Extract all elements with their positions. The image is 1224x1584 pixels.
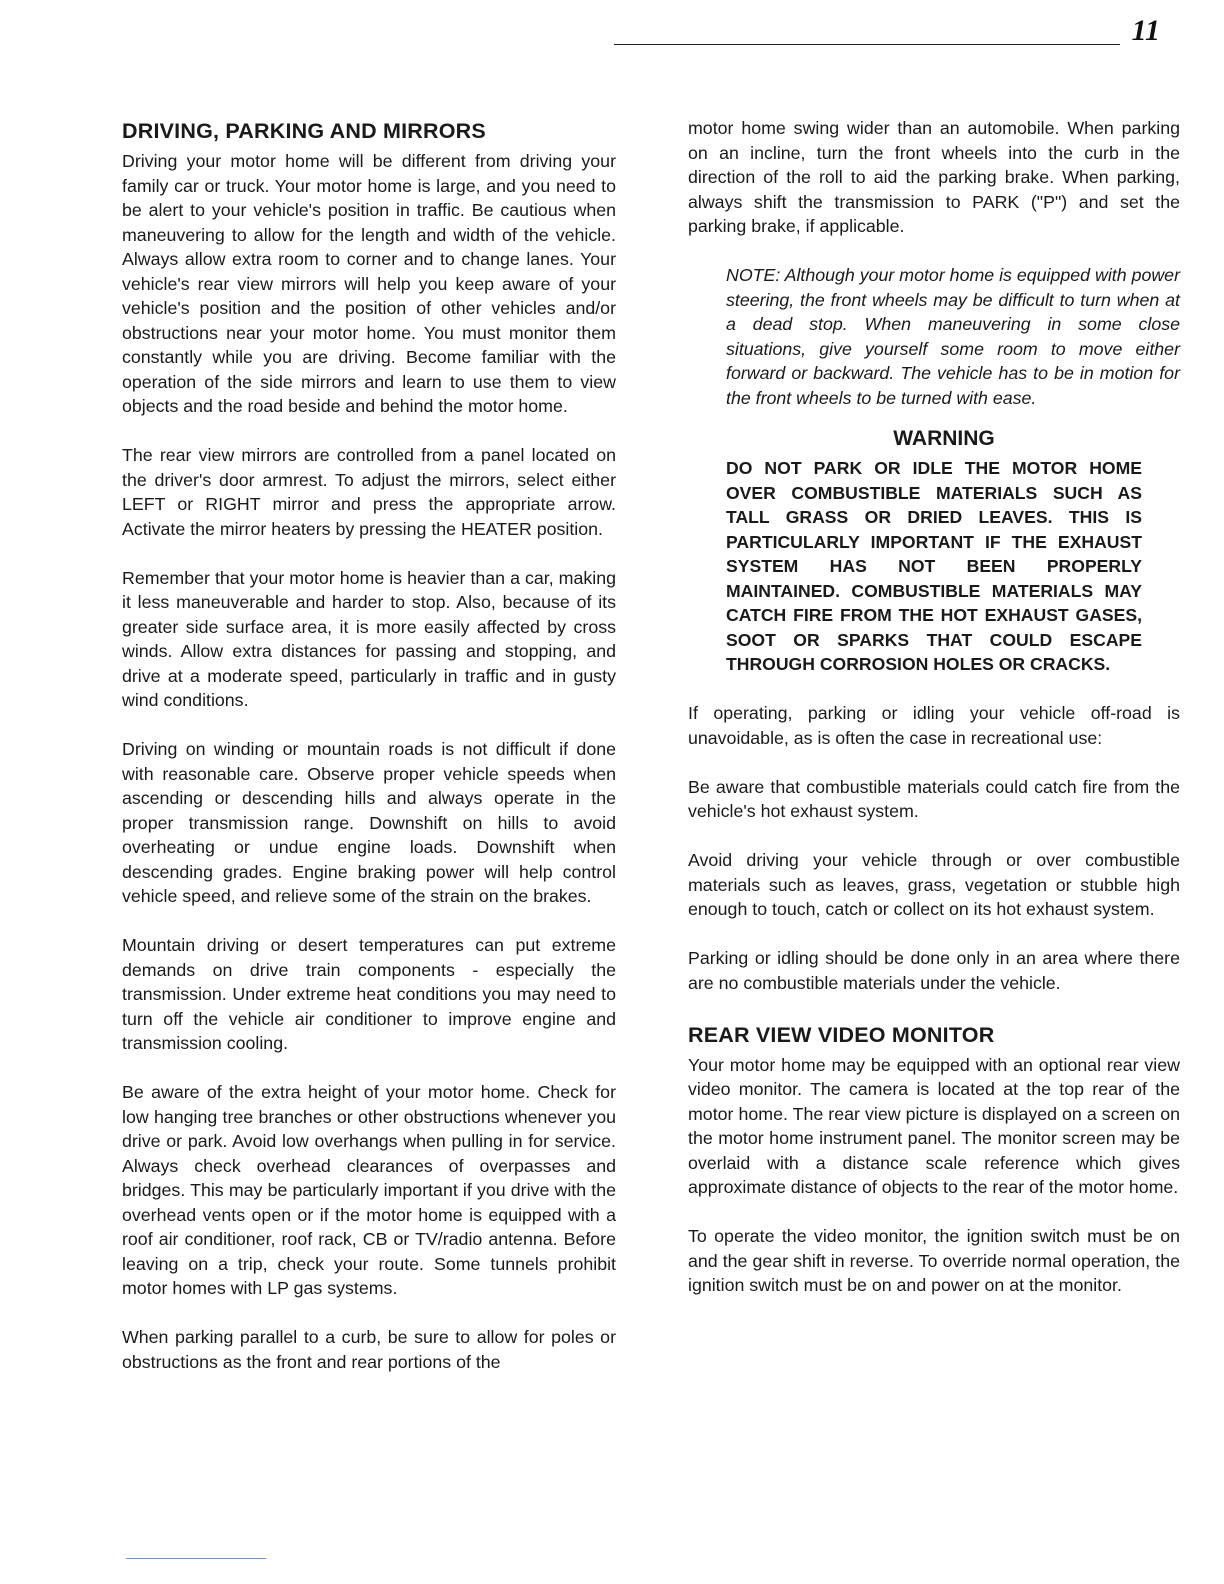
paragraph: Driving on winding or mountain roads is not difficult if done with reasonable care. Observe proper vehicle speeds when ascending or descending hills and always operate in the proper transmission range. Downshift on hills to avoid overheating or undue engine loads. Downshift when descending grades. Engine braking power will help control vehicle speed, and relieve some of the strain on the brakes. xyxy=(122,739,616,906)
paragraph: The rear view mirrors are controlled from a panel located on the driver's door armrest. To adjust the mirrors, select either LEFT or RIGHT mirror and press the appropriate arrow. Activate the mirror heaters by pressing the HEATER position. xyxy=(122,445,616,539)
paragraph: Be aware that combustible materials could catch fire from the vehicle's hot exhaust system. xyxy=(688,776,1180,821)
page-number: 11 xyxy=(1131,14,1160,47)
paragraph: If operating, parking or idling your vehicle off-road is unavoidable, as is often the case in recreational use: xyxy=(688,703,1180,748)
paragraph: Be aware of the extra height of your motor home. Check for low hanging tree branches or other obstructions whenever you drive or park. Avoid low overhangs when pulling in for service. Always check overhead clearances of overpasses and bridges. This may be particularly important if you drive with the overhead vents open or if the motor home is equipped with a roof air conditioner, roof rack, CB or TV/radio antenna. Before leaving on a trip, check your route. Some tunnels prohibit motor homes with LP gas systems. xyxy=(122,1082,616,1298)
paragraph: Mountain driving or desert temperatures can put extreme demands on drive train components - especially the transmission. Under extreme heat conditions you may need to turn off the vehicle air conditioner to improve engine and transmission cooling. xyxy=(122,935,616,1053)
warning-title: WARNING xyxy=(893,427,995,450)
note-text: NOTE: Although your motor home is equipped with power steering, the front wheels may be difficult to turn when at a dead stop. When maneuvering in some close situations, give yourself some room to move either forward or backward. The vehicle has to be in motion for the front wheels to be turned with ease. xyxy=(726,265,1180,408)
right-column xyxy=(688,116,1180,1322)
paragraph: Parking or idling should be done only in an area where there are no combustible materials under the vehicle. xyxy=(688,948,1180,993)
paragraph: When parking parallel to a curb, be sure to allow for poles or obstructions as the front and rear portions of the xyxy=(122,1327,616,1372)
paragraph: To operate the video monitor, the ignition switch must be on and the gear shift in reverse. To override normal operation, the ignition switch must be on and power on at the monitor. xyxy=(688,1226,1180,1295)
footer-rule xyxy=(126,1558,266,1559)
warning-text: DO NOT PARK OR IDLE THE MOTOR HOME OVER COMBUSTIBLE MATERIALS SUCH AS TALL GRASS OR DRIED LEAVES. THIS IS PARTICULARLY IMPORTANT IF THE EXHAUST SYSTEM HAS NOT BEEN PROPERLY MAINTAINED. COMBUSTIBLE MATERIALS MAY CATCH FIRE FROM THE HOT EXHAUST GASES, SOOT OR SPARKS THAT COULD ESCAPE THROUGH CORROSION HOLES OR CRACKS. xyxy=(726,458,1142,674)
section-heading-rear-view: REAR VIEW VIDEO MONITOR xyxy=(688,1022,995,1047)
paragraph-continuation: motor home swing wider than an automobile. When parking on an incline, turn the front wheels into the curb in the direction of the roll to aid the parking brake. When parking, always shift the transmission to PARK ("P") and set the parking brake, if applicable. xyxy=(688,118,1180,236)
paragraph: Driving your motor home will be different from driving your family car or truck. Your motor home is large, and you need to be alert to your vehicle's position in traffic. Be cautious when maneuvering to allow for the length and width of the vehicle. Always allow extra room to corner and to change lanes. Your vehicle's rear view mirrors will help you keep aware of your vehicle's position and the position of other vehicles and/or obstructions near your motor home. You must monitor them constantly while you are driving. Become familiar with the operation of the side mirrors and learn to use them to view objects and the road beside and behind the motor home. xyxy=(122,151,616,416)
paragraph: Remember that your motor home is heavier than a car, making it less maneuverable and harder to stop. Also, because of its greater side surface area, it is more easily affected by cross winds. Allow extra distances for passing and stopping, and drive at a moderate speed, particularly in traffic and in gusty wind conditions. xyxy=(122,567,616,710)
left-column xyxy=(122,116,616,1399)
paragraph: Your motor home may be equipped with an optional rear view video monitor. The camera is located at the top rear of the motor home. The rear view picture is displayed on a screen on the motor home instrument panel. The monitor screen may be overlaid with a distance scale reference which gives approximate distance of objects to the rear of the motor home. xyxy=(688,1054,1180,1197)
header-rule xyxy=(614,44,1120,45)
paragraph: Avoid driving your vehicle through or over combustible materials such as leaves, grass, vegetation or stubble high enough to touch, catch or collect on its hot exhaust system. xyxy=(688,850,1180,919)
section-heading-driving: DRIVING, PARKING AND MIRRORS xyxy=(122,119,486,143)
